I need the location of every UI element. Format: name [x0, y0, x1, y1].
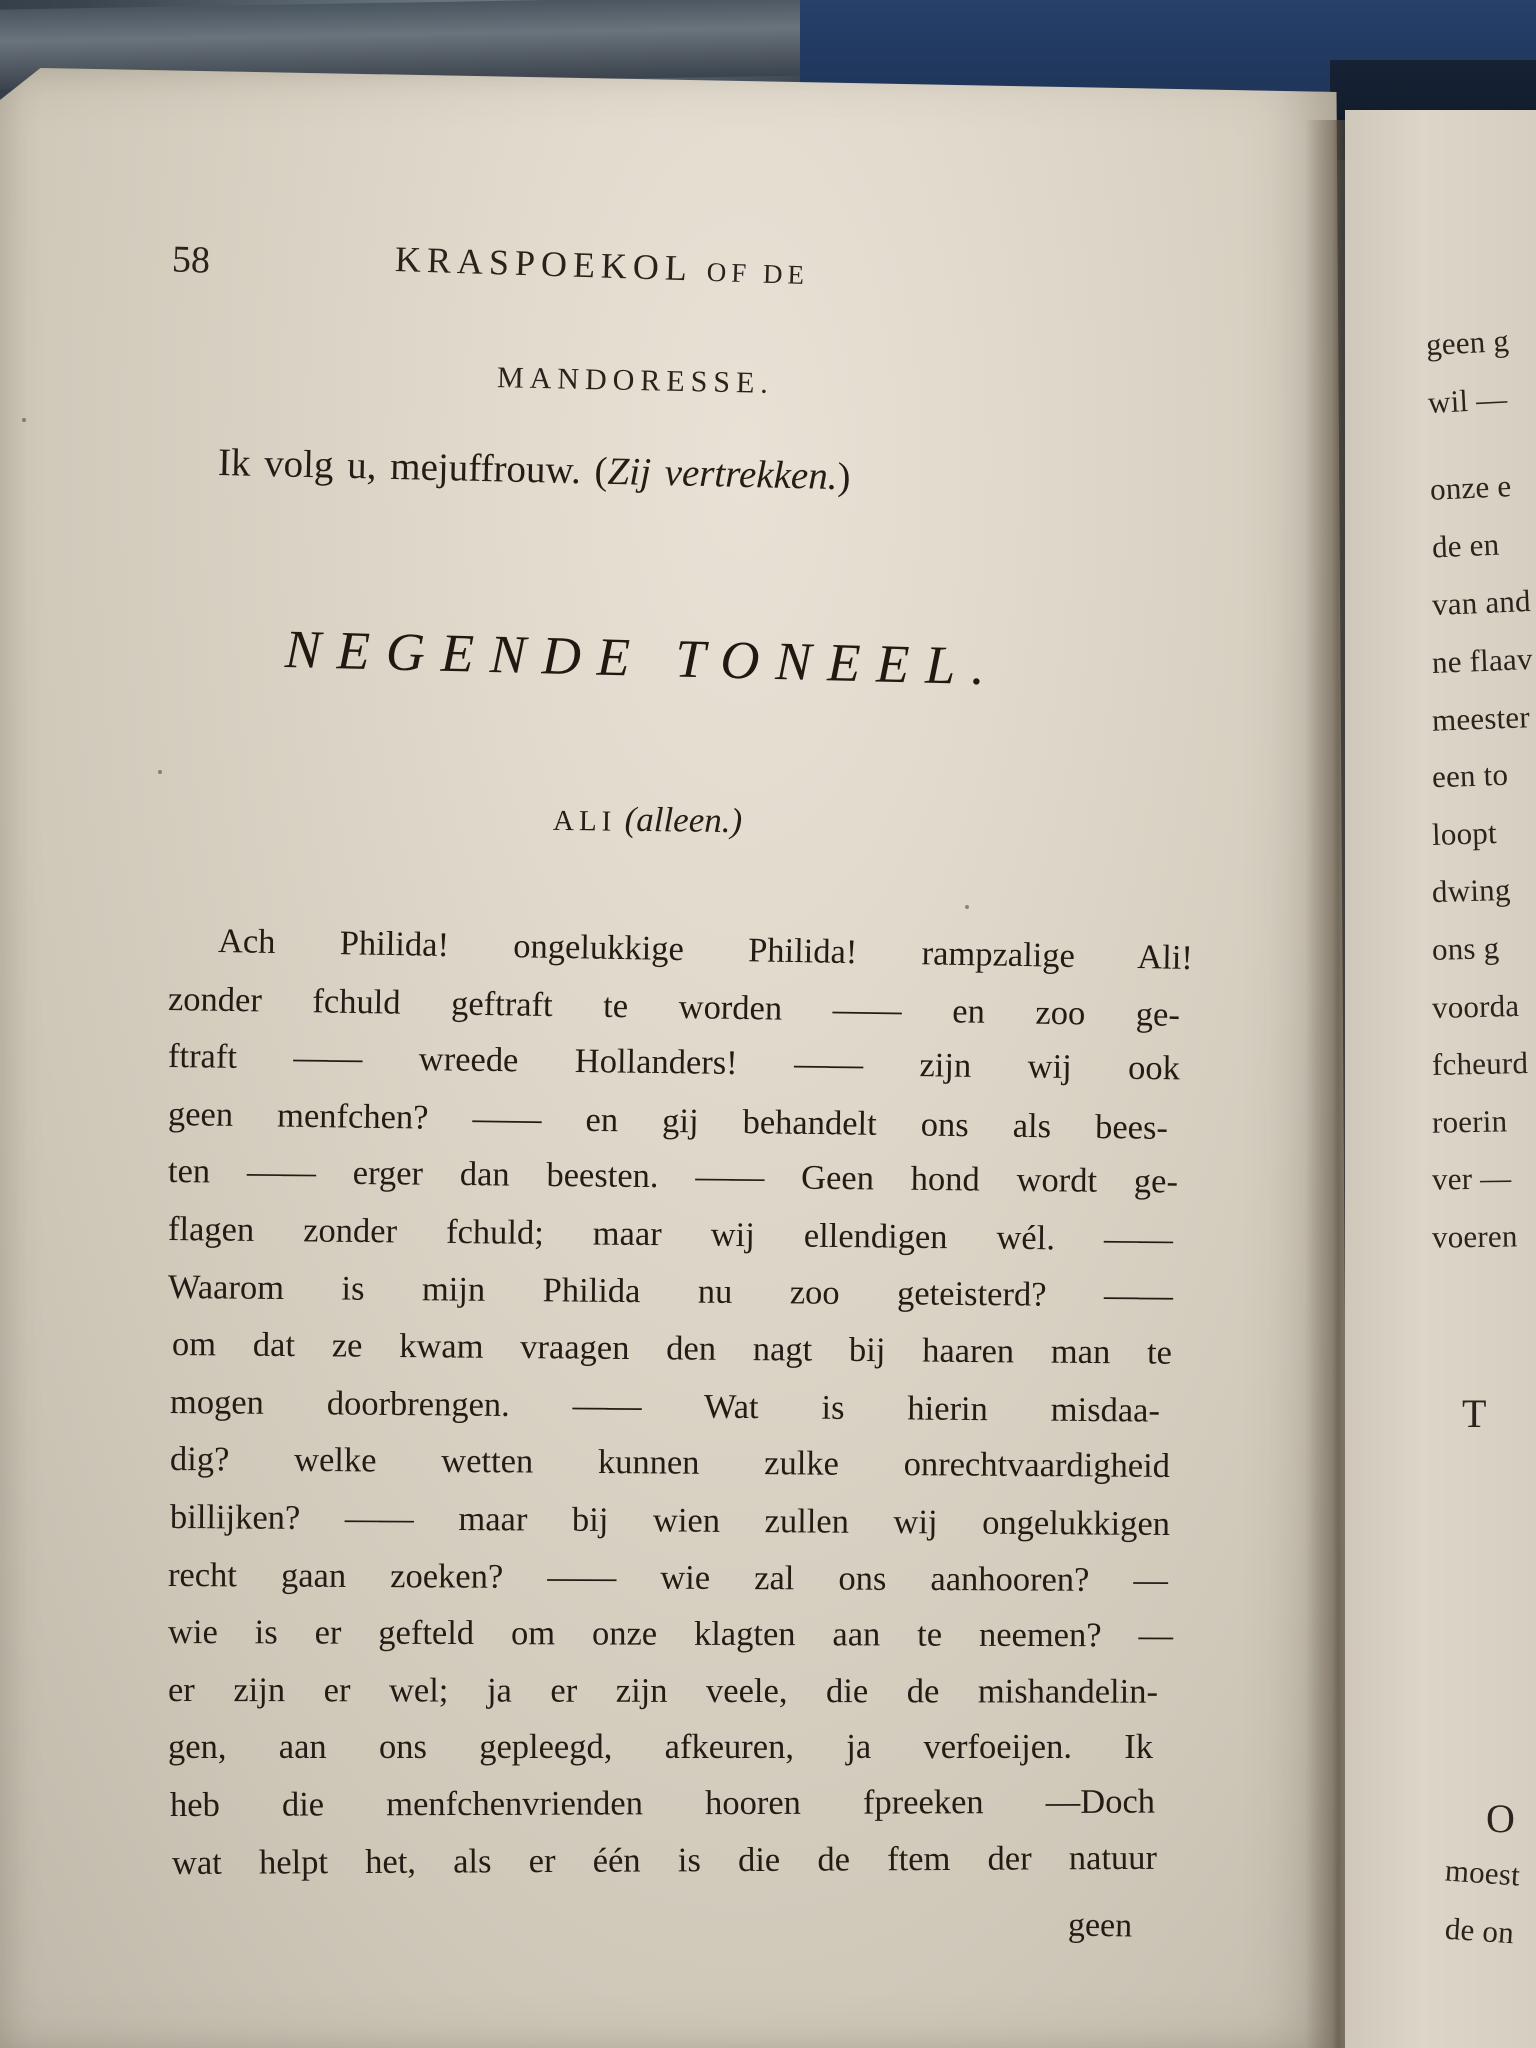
body-line: gen, aan ons gepleegd, afkeuren, ja verfoeijen. Ik — [168, 1728, 1153, 1767]
speaker-direction: (alleen.) — [624, 799, 743, 841]
running-head-small: OF DE — [706, 256, 810, 291]
body-line: dig? welke wetten kunnen zulke onrechtvaardigheid — [169, 1440, 1171, 1486]
previous-line-close: ) — [837, 455, 851, 499]
facing-page-line: ne flaav — [1431, 641, 1534, 680]
body-line: Waarom is mijn Philida nu zoo geteisterd? —— — [167, 1267, 1174, 1315]
body-line: wat helpt het, als er één is die de ftem der natuur — [171, 1838, 1158, 1882]
body-line: er zijn er wel; ja er zijn veele, die de mishandelin- — [167, 1670, 1159, 1711]
stage-direction: Zij vertrekken. — [607, 449, 838, 499]
body-line: heb die menfchenvrienden hooren fpreeken —Doch — [169, 1782, 1156, 1824]
facing-page-line: voorda — [1431, 987, 1520, 1025]
body-line: zonder fchuld geftraft te worden —— en zoo ge- — [167, 979, 1181, 1034]
facing-page-initial-o: O — [1486, 1796, 1516, 1841]
facing-page-line: moest — [1443, 1852, 1522, 1893]
facing-page-line: de en — [1431, 526, 1501, 565]
body-line: ten —— erger dan beesten. —— Geen hond wordt ge- — [167, 1152, 1179, 1201]
facing-page-line: van and — [1431, 583, 1532, 623]
body-line: recht gaan zoeken? —— wie zal ons aanhooren? — — [167, 1555, 1169, 1599]
catchword: geen — [1067, 1906, 1133, 1945]
body-line: om dat ze kwam vraagen den nagt bij haaren man te — [171, 1325, 1173, 1372]
facing-page-line: onze e — [1429, 468, 1512, 508]
facing-page-line: fcheurd — [1431, 1045, 1529, 1083]
body-line: Ach Philida! ongelukkige Philida! rampzalige Ali! — [217, 922, 1194, 978]
facing-page-line: geen g — [1425, 322, 1510, 363]
paper-speck — [22, 418, 26, 422]
facing-page-line: ons g — [1431, 930, 1500, 967]
speaker-heading — [553, 799, 743, 841]
facing-page-line: een to — [1431, 756, 1509, 795]
body-line: ftraft —— wreede Hollanders! —— zijn wij ook — [167, 1037, 1181, 1088]
facing-page-line: ver — — [1431, 1160, 1512, 1198]
page-number: 58 — [171, 238, 211, 282]
paper-speck — [965, 905, 969, 909]
scene-title: NEGENDE TONEEL. — [284, 619, 1002, 697]
body-line: geen menfchen? —— en gij behandelt ons als bees- — [167, 1094, 1169, 1147]
facing-page-line: dwing — [1431, 872, 1511, 910]
facing-page-line: wil — — [1427, 380, 1509, 420]
facing-page-line: loopt — [1431, 814, 1498, 852]
body-line: billijken? —— maar bij wien zullen wij ongelukkigen — [169, 1498, 1171, 1543]
facing-page-line: voeren — [1431, 1218, 1518, 1255]
facing-page-line: meester — [1431, 698, 1531, 738]
body-line: flagen zonder fchuld; maar wij ellendigen wél. —— — [167, 1210, 1174, 1259]
facing-page-initial-t: T — [1462, 1391, 1487, 1436]
previous-line-text: Ik volg u, mejuffrouw. ( — [217, 441, 609, 493]
speaker-name: ALI — [552, 804, 617, 838]
body-line: wie is er gefteld om onze klagten aan te neemen? — — [167, 1613, 1174, 1655]
facing-page-line: roerin — [1431, 1103, 1508, 1140]
running-head-subtitle: MANDORESSE. — [496, 361, 775, 400]
body-line: mogen doorbrengen. —— Wat is hierin misdaa- — [169, 1382, 1161, 1430]
facing-page-line: de on — [1443, 1910, 1516, 1951]
paper-speck — [158, 770, 162, 774]
running-head-main: KRASPOEKOL — [394, 239, 694, 289]
